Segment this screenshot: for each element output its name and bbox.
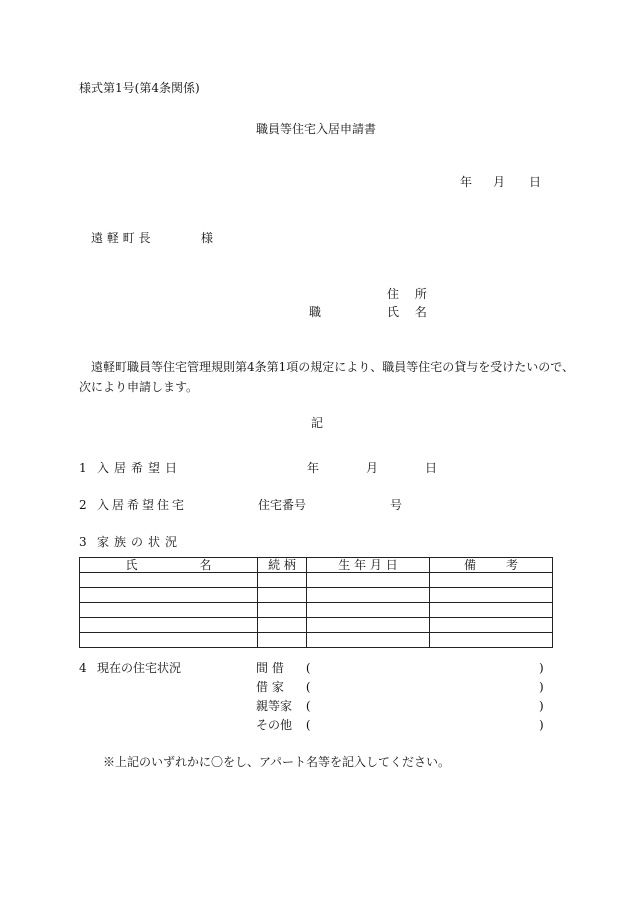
cell-remarks[interactable] (430, 633, 553, 648)
body-text-line2: 次により申請します。 (79, 380, 199, 394)
table-row (80, 588, 553, 603)
table-row (80, 633, 553, 648)
item2-number: 2 (79, 498, 87, 512)
cell-relation[interactable] (258, 573, 307, 588)
cell-remarks[interactable] (430, 588, 553, 603)
cell-relation[interactable] (258, 618, 307, 633)
cell-name[interactable] (80, 633, 258, 648)
option-close-paren: ) (539, 699, 544, 713)
name-label: 氏 名 (387, 305, 433, 319)
cell-name[interactable] (80, 573, 258, 588)
housing-option (256, 680, 556, 694)
table-row (80, 573, 553, 588)
form-number: 様式第1号(第4条関係) (79, 81, 200, 95)
option-label: 借 家 (256, 680, 284, 694)
header-remarks: 備 考 (430, 558, 553, 573)
item4-number: 4 (79, 661, 87, 675)
cell-remarks[interactable] (430, 618, 553, 633)
housing-option (256, 699, 556, 713)
cell-relation[interactable] (258, 633, 307, 648)
family-table-header (80, 558, 553, 573)
house-number-label: 住宅番号 (258, 498, 307, 512)
item1-day: 日 (425, 461, 438, 475)
item1-month: 月 (366, 461, 379, 475)
body-text-line1: 遠軽町職員等住宅管理規則第4条第1項の規定により、職員等住宅の貸与を受けたいので、 (91, 360, 575, 374)
option-open-paren: ( (305, 680, 311, 694)
item2-label: 入居希望住宅 (97, 498, 188, 512)
cell-relation[interactable] (258, 588, 307, 603)
item1-label: 入居希望日 (97, 461, 183, 475)
item4-label: 現在の住宅状況 (97, 661, 182, 675)
option-label: 親等家 (256, 699, 293, 713)
cell-remarks[interactable] (430, 603, 553, 618)
option-close-paren: ) (539, 680, 544, 694)
table-row (80, 603, 553, 618)
item1-year: 年 (307, 461, 320, 475)
family-table (79, 557, 553, 648)
ki-heading: 記 (311, 416, 324, 430)
page-title: 職員等住宅入居申請書 (256, 122, 377, 136)
cell-birth[interactable] (307, 618, 430, 633)
cell-remarks[interactable] (430, 573, 553, 588)
date-day: 日 (529, 175, 542, 189)
item3-label: 家族の状況 (97, 535, 183, 549)
cell-name[interactable] (80, 603, 258, 618)
note: ※上記のいずれかに〇をし、アパート名等を記入してください。 (103, 755, 451, 769)
header-relation: 続 柄 (258, 558, 307, 573)
item3-number: 3 (79, 535, 87, 549)
option-close-paren: ) (539, 718, 544, 732)
date-month: 月 (493, 175, 506, 189)
option-label: 間 借 (256, 661, 284, 675)
position-label: 職 (309, 305, 322, 319)
option-open-paren: ( (305, 661, 311, 675)
housing-option (256, 718, 556, 732)
addressee-name: 遠 軽 町 長 (91, 231, 151, 245)
cell-birth[interactable] (307, 588, 430, 603)
option-close-paren: ) (539, 661, 544, 675)
cell-birth[interactable] (307, 573, 430, 588)
option-open-paren: ( (305, 718, 311, 732)
cell-name[interactable] (80, 618, 258, 633)
date-year: 年 (460, 175, 473, 189)
cell-name[interactable] (80, 588, 258, 603)
go-label: 号 (390, 498, 403, 512)
address-label: 住 所 (387, 287, 433, 301)
cell-birth[interactable] (307, 633, 430, 648)
header-name: 氏 名 (80, 558, 258, 573)
option-label: その他 (256, 718, 293, 732)
item1-number: 1 (79, 461, 87, 475)
table-row (80, 618, 553, 633)
addressee-honorific: 様 (201, 231, 214, 245)
option-open-paren: ( (305, 699, 311, 713)
cell-relation[interactable] (258, 603, 307, 618)
cell-birth[interactable] (307, 603, 430, 618)
header-birth: 生 年 月 日 (307, 558, 430, 573)
housing-option (256, 661, 556, 675)
